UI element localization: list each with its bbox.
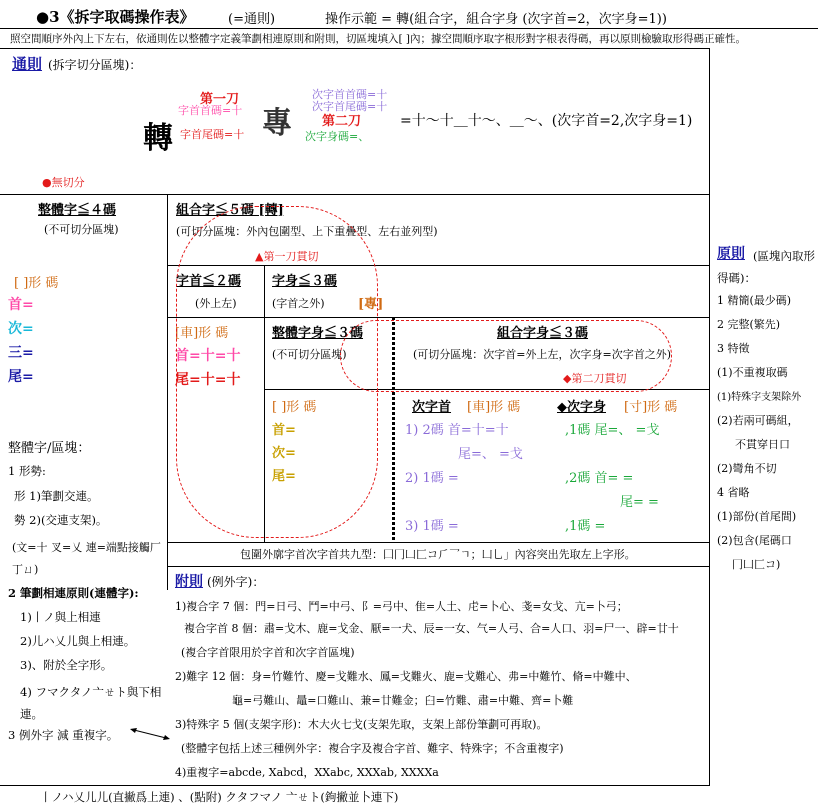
head-row-2: 尾=十=十 [175, 372, 241, 388]
general-sub-head: 次字首首碼=十 [312, 88, 388, 101]
general-heading: 通則 [12, 55, 43, 73]
head-note: (外上左) [195, 297, 237, 310]
appendix-line-5: 龜=弓難山、鼂=口難山、兼=廿難金；臼=竹難、肅=中難、齊=卜難 [232, 694, 574, 707]
general-first-tail: 字首尾碼=十 [180, 128, 245, 141]
cut2-dashed-path [340, 320, 672, 392]
whole-body-title: 整體字身≦３碼 [272, 326, 364, 341]
arrow-double-icon [130, 726, 170, 742]
general-cut1: 第一刀 [200, 92, 240, 107]
principle-11: (2)包含(尾碼口 [717, 534, 792, 547]
whole-row-2: 次= [8, 321, 34, 337]
head-row-1: 首=十=十 [175, 348, 241, 364]
general-first-head: 字首首碼=十 [178, 104, 243, 117]
whole-item-7: 2)儿ハ乂儿與上相連。 [20, 634, 136, 648]
appendix-line-8: 4)重複字=abcde, Xabcd，XXabc, XXXab, XXXXa [175, 766, 439, 779]
general-sub-tail: 次字首尾碼=十 [312, 100, 388, 113]
appendix-line-3: (複合字首限用於字首和次字首區塊) [181, 646, 355, 659]
general-sub-body: 次字身碼=、 [305, 130, 370, 143]
whole-body-note: (不可切分區塊) [272, 348, 347, 361]
sub-body-row-2: ,2碼 首= = [565, 471, 634, 486]
principles-title-note: (區塊內取形得碼)： [717, 249, 815, 285]
row-general-bottom [0, 194, 710, 195]
col-left-divider [167, 194, 168, 590]
sub-head-shape: [車]形 碼 [467, 400, 521, 415]
principle-9: 4 省略 [717, 486, 750, 499]
appendix-line-4: 2)難字 12 個：身=竹難竹、慶=戈難水、鳳=戈難火、鹿=戈難心、弗=中難竹、脩=中難中、 [175, 670, 637, 683]
combo-cut1-label: ▲第一刀貫切 [255, 250, 319, 263]
whole-note: (不可切分區塊) [44, 223, 119, 236]
frame-right [709, 48, 710, 785]
appendix-line-6: 3)特殊字 5 個(支架字形)：木大火七戈(支架先取，支架上部份筆劃可再取)。 [175, 718, 548, 731]
doc-subtitle: (=通則) [228, 12, 276, 27]
body-bracket: [專] [358, 297, 384, 312]
sub-body-shape: [寸]形 碼 [624, 400, 678, 415]
general-mid-char: 專 [262, 106, 292, 141]
combo-body-title: 組合字身≦３碼 [497, 326, 589, 341]
whole-body-row-1: 首= [272, 423, 296, 438]
sub-head-row-3: 3) 1碼 = [405, 519, 459, 534]
principle-3: 3 特徵 [717, 342, 750, 355]
sub-body-row-2b: 尾= = [620, 495, 659, 510]
appendix-line-7: (整體字包括上述三種例外字：複合字及複合字首、難字、特殊字；不含重複字) [181, 742, 564, 755]
whole-title: 整體字≦４碼 [38, 203, 117, 218]
frame-top [0, 48, 710, 49]
sub-head-row-1: 1) 2碼 首=十=十 [405, 423, 509, 438]
head-shape-label: [車]形 碼 [175, 326, 229, 341]
combo-title: 組合字≦５碼 [轉] [176, 203, 284, 218]
principle-5: (1)特殊字支架除外 [717, 392, 802, 403]
general-no-cut: ●無切分 [42, 176, 85, 189]
general-big-char: 轉 [143, 121, 173, 156]
principle-6: (2)若兩可碼組， [717, 414, 799, 427]
principle-1: 1 精簡(最少碼) [717, 294, 792, 307]
row-appendix-top [167, 566, 710, 567]
appendix-title: 附則 [175, 574, 203, 590]
principle-10: (1)部份(首尾間) [717, 510, 797, 523]
principle-8: (2)彎角不切 [717, 462, 777, 475]
sub-body-row-1: ,1碼 尾=、 =戈 [565, 423, 660, 438]
whole-item-2: 形 1)筆劃交連。 [14, 489, 99, 503]
sub-head-title: 次字首 [412, 400, 452, 415]
whole-item-8: 3)、附於全字形。 [20, 658, 113, 672]
head-title: 字首≦２碼 [176, 274, 242, 289]
principle-7: 不貫穿日口 [735, 438, 790, 451]
whole-item-4: (文=十 叉=乂 連=端點接觸厂丁ㄩ) [12, 541, 161, 576]
whole-shape-label: [ ]形 碼 [14, 276, 59, 291]
combo-body-cut2: ◆第二刀貫切 [563, 372, 627, 385]
whole-item-10: 3 例外字 減 重複字。 [8, 728, 119, 742]
box-note: 包圍外廓字首次字首共九型：囗冂凵匚コ⺁乛ㄱ；凵乚」內容突出先取左上字形。 [240, 548, 636, 561]
body-note: (字首之外) [272, 297, 325, 310]
doc-title: ●3《拆字取碼操作表》 [36, 8, 195, 26]
sub-head-row-1b: 尾=、 =戈 [458, 447, 523, 462]
sub-head-row-2: 2) 1碼 = [405, 471, 459, 486]
appendix-line-1: 1)複合字 7 個：門=日弓、鬥=中弓、阝=弓中、隹=人土、虍=卜心、戔=女戈、亢=卜弓； [175, 600, 628, 613]
principles-title: 原則 [717, 246, 745, 262]
combo-body-note: (可切分區塊：次字首=外上左，次字身=次字首之外) [413, 348, 672, 361]
general-formula: =十～十＿十～、＿～、(次字首=2,次字身=1) [400, 113, 693, 129]
whole-item-6: 1)丨ノ與上相連 [20, 610, 101, 624]
intro-text: 照空間順序外內上下左右，依通則佐以整體字定義筆劃相連原則和附則，切區塊填入[ ]內；據空間順序取字根形對字根表得碼，再以原則檢驗取形得碼正確性。 [10, 33, 747, 45]
whole-section-title: 整體字/區塊： [8, 441, 91, 456]
row-note-top [167, 542, 710, 543]
doc-example: 操作示範 = 轉(組合字，組合字身 (次字首=2，次字身=1)) [325, 12, 667, 27]
general-cut2: 第二刀 [322, 114, 362, 129]
header-rule [0, 28, 818, 29]
sub-body-row-3: ,1碼 = [565, 519, 606, 534]
whole-item-3: 勢 2)(交連支架)。 [14, 513, 108, 527]
whole-body-shape: [ ]形 碼 [272, 400, 317, 415]
sub-body-title: ◆次字身 [557, 400, 606, 415]
general-heading-note: (拆字切分區塊)： [48, 58, 142, 72]
principle-4: (1)不重複取碼 [717, 366, 788, 379]
principle-12: 冂凵匚コ) [732, 558, 781, 571]
whole-item-1: 1 形勢: [8, 464, 46, 478]
appendix-title-note: (例外字)： [207, 575, 265, 589]
whole-row-1: 首= [8, 297, 34, 313]
whole-body-row-2: 次= [272, 446, 296, 461]
frame-bottom [0, 785, 710, 786]
whole-row-3: 三= [8, 345, 34, 361]
whole-item-5: 2 筆劃相連原則(連體字): [8, 586, 139, 600]
footer-text: 丨ノハ乂儿儿(直撇爲上連) 、(點附) クタフマノ 亠ㄝト(鉤撇並卜連下) [40, 790, 399, 804]
whole-item-9: 4) フマクタノ亠ㄝト與下相連。 [20, 685, 162, 721]
combo-note: (可切分區塊：外內包圍型、上下重疊型、左右並列型) [176, 225, 438, 238]
whole-body-row-3: 尾= [272, 469, 296, 484]
body-title: 字身≦３碼 [272, 274, 338, 289]
appendix-line-2: 複合字首 8 個：肅=戈木、鹿=戈金、厭=一犬、辰=一女、气=人弓、合=人口、羽=尸一、辟=廿十 [184, 622, 679, 635]
principle-2: 2 完整(繁先) [717, 318, 781, 331]
whole-row-4: 尾= [8, 369, 34, 385]
